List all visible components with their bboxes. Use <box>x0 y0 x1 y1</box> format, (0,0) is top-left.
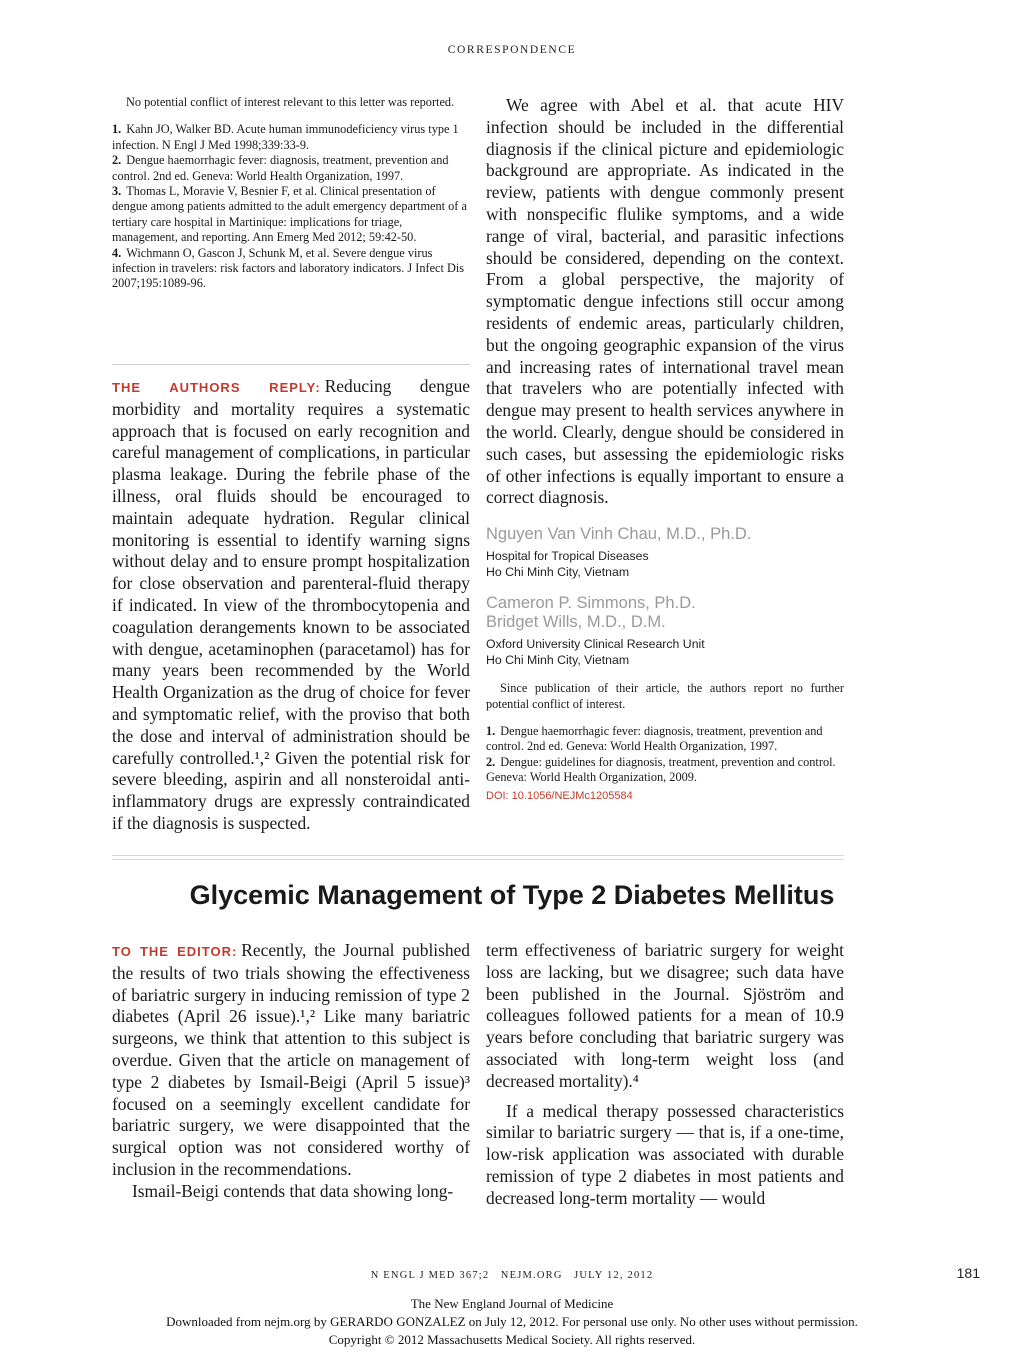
article-right-column <box>486 940 844 1210</box>
doi: DOI: 10.1056/NEJMc1205584 <box>486 789 633 802</box>
download-notice: Downloaded from nejm.org by GERARDO GONZALEZ on July 12, 2012. For personal use only. No other uses without permission. <box>166 1314 858 1329</box>
reference-list <box>486 724 844 786</box>
editor-label: TO THE EDITOR: <box>112 944 238 959</box>
article-title: Glycemic Management of Type 2 Diabetes Mellitus <box>189 880 835 910</box>
section-header: CORRESPONDENCE <box>447 44 577 56</box>
reference-item: 3. Thomas L, Moravie V, Besnier F, et al. Clinical presentation of dengue among patients admitted to the adult emergency department of a tertiary care hospital in Martinique: implications for triage, management, and reporting. Ann Emerg Med 2012; 59:42-50. <box>112 184 467 245</box>
reference-item: 1. Kahn JO, Walker BD. Acute human immunodeficiency virus type 1 infection. N Engl J Med 1998;339:33-9. <box>112 122 459 152</box>
section-divider <box>112 855 844 860</box>
author-name: Bridget Wills, M.D., D.M. <box>486 613 666 632</box>
reply-text: Reducing dengue morbidity and mortality requires a systematic approach that is focused on early recognition and careful management of complications, in particular plasma leakage. During the febrile phase of the illness, oral fluids should be encouraged to maintain adequate hydration. Regular clinical monitoring is essential to identify warning signs without delay and to ensure prompt hospitalization for close observation and parenteral-fluid therapy if indicated. In view of the thrombocytopenia and coagulation derangements known to be associated with dengue, acetaminophen (paracetamol) has for many years been recommended by the World Health Organization as the drug of choice for fever and symptomatic relief, with the proviso that both the dose and interval of administration should be carefully controlled.¹,² Given the potential risk for severe bleeding, aspirin and all nonsteroidal anti-inflammatory drugs are expressly contraindicated if the diagnosis is suspected. <box>112 376 471 833</box>
left-reference-block <box>112 95 470 292</box>
reply-label: THE AUTHORS REPLY: <box>112 380 321 395</box>
author-block-2 <box>486 594 844 668</box>
journal-name: The New England Journal of Medicine <box>410 1296 614 1311</box>
page-number: 181 <box>956 1265 980 1281</box>
author-name: Nguyen Van Vinh Chau, M.D., Ph.D. <box>486 525 752 544</box>
reference-list <box>112 122 470 291</box>
article-paragraph: Recently, the Journal published the results of two trials showing the effectiveness of bariatric surgery in inducing remission of type 2 diabetes (April 26 issue).¹,² Like many bariatric surgeons, we think that attention to this subject is overdue. Given that the article on management of type 2 diabetes by Ismail-Beigi (April 5 issue)³ focused on a seemingly excellent candidate for bariatric surgery, we were disappointed that the surgical option was not considered worthy of inclusion in the recommendations. <box>112 940 471 1179</box>
article-paragraph: Ismail-Beigi contends that data showing long- <box>132 1180 454 1201</box>
article-paragraph: term effectiveness of bariatric surgery for weight loss are lacking, but we disagree; such data have been published in the Journal. Sjöström and colleagues followed patients for a mean of 10.9 years before concluding that bariatric surgery was associated with long-term weight loss (and decreased mortality).⁴ <box>486 940 844 1091</box>
reference-item: 2. Dengue: guidelines for diagnosis, treatment, prevention and control. Geneva: World Health Organization, 2009. <box>486 754 836 785</box>
reference-item: 1. Dengue haemorrhagic fever: diagnosis, treatment, prevention and control. 2nd ed. Geneva: World Health Organization, 1997. <box>486 723 823 754</box>
author-block-1 <box>486 525 844 580</box>
affiliation-city: Ho Chi Minh City, Vietnam <box>486 653 630 668</box>
journal-citation: N ENGL J MED 367;2 NEJM.ORG JULY 12, 2012 <box>370 1270 654 1281</box>
conflict-statement: No potential conflict of interest relevant to this letter was reported. <box>126 95 455 109</box>
author-name: Cameron P. Simmons, Ph.D. <box>486 594 696 613</box>
reference-item: 2. Dengue haemorrhagic fever: diagnosis, treatment, prevention and control. 2nd ed. Geneva: World Health Organization, 1997. <box>112 153 449 183</box>
reply-continuation: We agree with Abel et al. that acute HIV infection should be included in the differential diagnosis if the clinical picture and epidemiologic background are appropriate. As indicated in the review, patients with dengue commonly present with nonspecific flulike symptoms, and a wide range of viral, bacterial, and parasitic infections should be considered, depending on the context. From a global perspective, the majority of symptomatic dengue infections still occur among residents of endemic areas, particularly children, but the ongoing geographic expansion of the virus and increasing rates of international travel mean that travelers who are potentially infected with dengue may present to health services anywhere in the world. Clearly, dengue should be considered in such cases, but assessing the epidemiologic risks of other infections is equally important to ensure a correct diagnosis. <box>486 95 844 508</box>
article-left-column <box>112 940 470 1203</box>
divider <box>112 364 470 365</box>
disclosure-statement: Since publication of their article, the authors report no further potential conflict of interest. <box>486 681 844 711</box>
affiliation: Hospital for Tropical Diseases <box>486 549 649 564</box>
right-reply-block <box>486 95 844 804</box>
affiliation: Oxford University Clinical Research Unit <box>486 637 705 652</box>
affiliation-city: Ho Chi Minh City, Vietnam <box>486 565 630 580</box>
copyright-notice: Copyright © 2012 Massachusetts Medical Society. All rights reserved. <box>328 1332 696 1347</box>
article-paragraph: If a medical therapy possessed characteristics similar to bariatric surgery — that is, if a one-time, low-risk application was associated with durable remission of type 2 diabetes in most patients and decreased long-term mortality — would <box>486 1100 844 1208</box>
reference-item: 4. Wichmann O, Gascon J, Schunk M, et al. Severe dengue virus infection in travelers: risk factors and laboratory indicators. J Infect Dis 2007;195:1089-96. <box>112 245 465 291</box>
authors-reply <box>112 376 470 835</box>
